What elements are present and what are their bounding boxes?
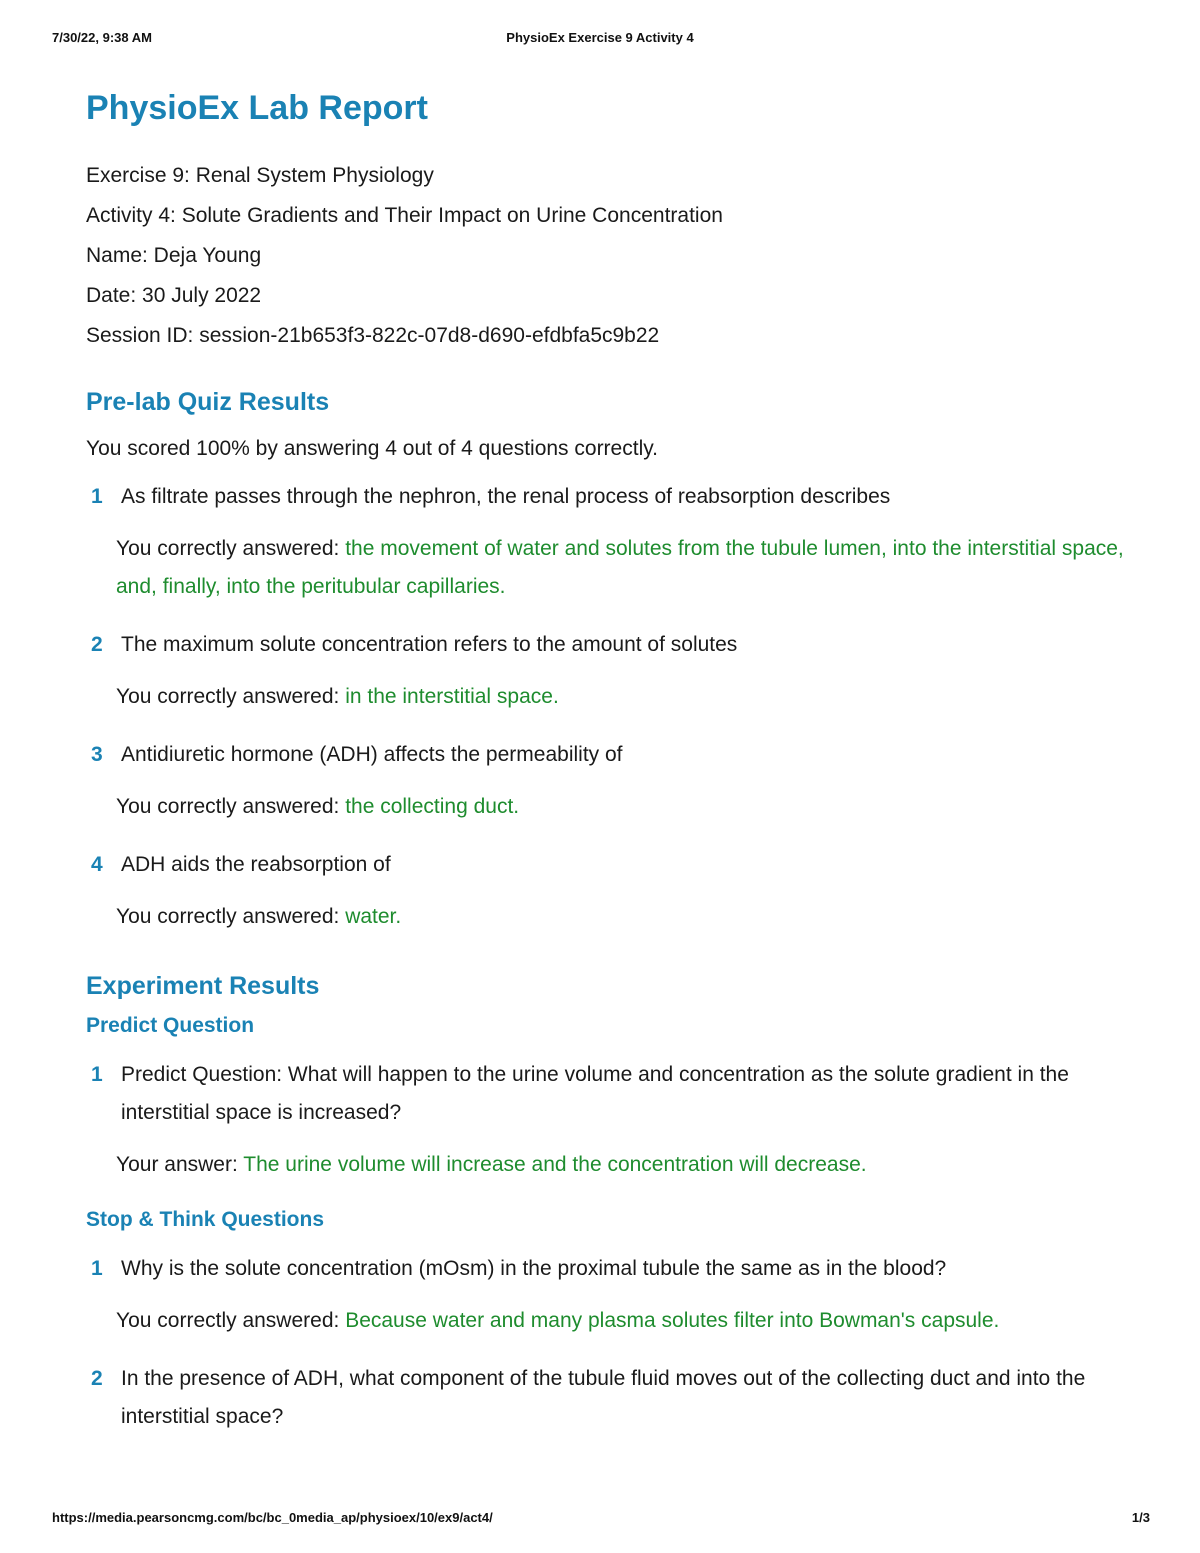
answer-prefix: You correctly answered:	[116, 685, 346, 708]
answer-text: water.	[345, 905, 402, 928]
answer-text: in the interstitial space.	[345, 685, 559, 708]
prelab-score: You scored 100% by answering 4 out of 4 questions correctly.	[86, 437, 659, 460]
print-doc-title: PhysioEx Exercise 9 Activity 4	[506, 30, 694, 45]
answer-prefix: Your answer:	[116, 1153, 244, 1176]
prelab-answer-2	[116, 678, 1146, 716]
page-number: 1/3	[1131, 1510, 1150, 1525]
question-number: 4	[91, 853, 103, 876]
predict-question-1	[86, 1056, 1146, 1132]
prelab-answer-4	[116, 898, 1146, 936]
prelab-question-1	[86, 478, 1146, 516]
stop-think-answer-1	[116, 1302, 1146, 1340]
answer-prefix: You correctly answered:	[116, 537, 346, 560]
question-number: 2	[91, 633, 103, 656]
question-text: Predict Question: What will happen to the urine volume and concentration as the solute gradient in the interstitial space is increased?	[121, 1063, 1069, 1124]
question-text: As filtrate passes through the nephron, the renal process of reabsorption describes	[121, 485, 891, 508]
question-text: Antidiuretic hormone (ADH) affects the permeability of	[121, 743, 623, 766]
prelab-heading: Pre-lab Quiz Results	[86, 388, 330, 416]
answer-text: Because water and many plasma solutes filter into Bowman's capsule.	[345, 1309, 1000, 1332]
stop-think-question-1	[86, 1250, 1146, 1288]
predict-answer-1	[116, 1146, 1146, 1184]
prelab-question-3	[86, 736, 1146, 774]
exercise-line: Exercise 9: Renal System Physiology	[86, 164, 434, 187]
activity-line: Activity 4: Solute Gradients and Their Impact on Urine Concentration	[86, 204, 723, 227]
answer-text: the collecting duct.	[345, 795, 520, 818]
print-datetime: 7/30/22, 9:38 AM	[52, 30, 152, 45]
print-url: https://media.pearsoncmg.com/bc/bc_0media_ap/physioex/10/ex9/act4/	[52, 1510, 493, 1525]
question-text: ADH aids the reabsorption of	[121, 853, 391, 876]
question-number: 2	[91, 1367, 103, 1390]
answer-text: the movement of water and solutes from the tubule lumen, into the interstitial space, and, finally, into the peritubular capillaries.	[116, 537, 1124, 598]
predict-heading: Predict Question	[86, 1014, 255, 1037]
session-line: Session ID: session-21b653f3-822c-07d8-d690-efdbfa5c9b22	[86, 324, 660, 347]
prelab-question-2	[86, 626, 1146, 664]
name-line: Name: Deja Young	[86, 244, 262, 267]
stop-think-question-2	[86, 1360, 1146, 1436]
report-body	[86, 86, 1146, 1436]
prelab-question-4	[86, 846, 1146, 884]
question-text: The maximum solute concentration refers to the amount of solutes	[121, 633, 738, 656]
answer-prefix: You correctly answered:	[116, 1309, 346, 1332]
report-title: PhysioEx Lab Report	[86, 89, 428, 127]
answer-text: The urine volume will increase and the concentration will decrease.	[243, 1153, 867, 1176]
question-number: 1	[91, 1063, 103, 1086]
answer-prefix: You correctly answered:	[116, 795, 346, 818]
prelab-answer-1	[116, 530, 1146, 606]
question-number: 1	[91, 1257, 103, 1280]
question-number: 1	[91, 485, 103, 508]
question-number: 3	[91, 743, 103, 766]
question-text: Why is the solute concentration (mOsm) in the proximal tubule the same as in the blood?	[121, 1257, 947, 1280]
stop-think-heading: Stop & Think Questions	[86, 1208, 325, 1231]
question-text: In the presence of ADH, what component of the tubule fluid moves out of the collecting duct and into the interstitial space?	[121, 1367, 1086, 1428]
prelab-answer-3	[116, 788, 1146, 826]
answer-prefix: You correctly answered:	[116, 905, 346, 928]
date-line: Date: 30 July 2022	[86, 284, 262, 307]
experiment-heading: Experiment Results	[86, 972, 320, 1000]
